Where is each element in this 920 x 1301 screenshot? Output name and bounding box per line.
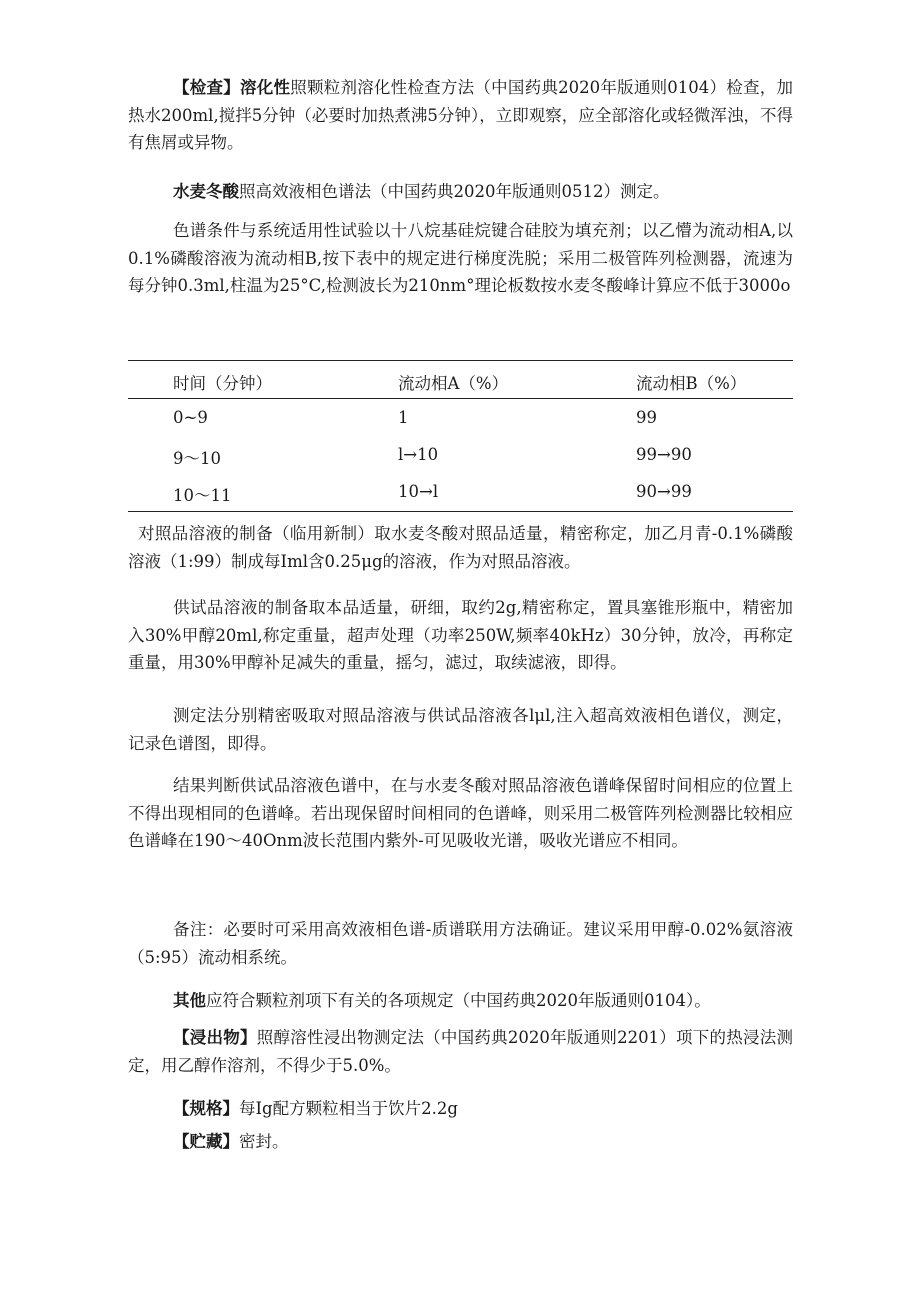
extract-paragraph — [128, 1024, 793, 1079]
other-text: 应符合颗粒剂项下有关的各项规定（中国药典2020年版通则0104）。 — [206, 991, 711, 1010]
table-bottom-rule — [128, 511, 793, 512]
shuimaidongsuan-label: 水麦冬酸 — [173, 182, 239, 201]
other-label: 其他 — [173, 991, 206, 1010]
table-cell-a: 10→l — [398, 482, 439, 501]
table-cell-b: 99 — [636, 408, 657, 427]
chromatography-paragraph: 色谱条件与系统适用性试验以十八烷基硅烷键合硅胶为填充剂；以乙懵为流动相A,以0.1%磷酸溶液为流动相B,按下表中的规定进行梯度洗脱；采用二极管阵列检测器，流速为每分钟0.3ml,柱温为25°C,检测波长为210nm°理论板数按水麦冬酸峰计算应不低于3000o — [128, 221, 793, 295]
table-header-time: 时间（分钟） — [173, 374, 272, 393]
test-solution-paragraph: 供试品溶液的制备取本品适量，研细，取约2g,精密称定，置具塞锥形瓶中，精密加入30%甲醇20ml,称定重量，超声处理（功率250W,频率40kHz）30分钟，放冷，再称定重量，用30%甲醇补足减失的重量，摇匀，滤过，取续滤液，即得。 — [128, 598, 793, 672]
storage-label: 【贮藏】 — [173, 1132, 239, 1151]
specification-label: 【规格】 — [173, 1099, 239, 1118]
solubility-label: 溶化性 — [239, 78, 291, 97]
table-cell-time: 9～10 — [173, 449, 221, 468]
note-paragraph: 备注：必要时可采用高效液相色谱-质谱联用方法确证。建议采用甲醇-0.02%氨溶液（5:95）流动相系统。 — [128, 920, 793, 967]
table-cell-b: 90→99 — [636, 482, 692, 501]
other-paragraph — [128, 987, 793, 1015]
shuimaidongsuan-paragraph — [128, 178, 793, 206]
table-header-mobile-phase-a: 流动相A（%） — [398, 374, 509, 393]
specification-paragraph — [128, 1095, 793, 1123]
table-cell-time: 10～11 — [173, 486, 232, 505]
reference-solution-paragraph: 对照品溶液的制备（临用新制）取水麦冬酸对照品适量，精密称定，加乙月青-0.1%磷酸溶液（1:99）制成每Iml含0.25μg的溶液，作为对照品溶液。 — [128, 524, 793, 571]
shuimaidongsuan-text: 照高效液相色谱法（中国药典2020年版通则0512）测定。 — [239, 182, 670, 201]
table-header-mobile-phase-b: 流动相B（%） — [636, 374, 747, 393]
storage-paragraph — [128, 1128, 793, 1156]
inspection-heading: 【检查】 — [173, 78, 240, 97]
table-cell-a: 1 — [398, 408, 409, 427]
table-cell-time: 0~9 — [173, 408, 208, 427]
extract-text: 照醇溶性浸出物测定法（中国药典2020年版通则2201）项下的热浸法测定，用乙醇作溶剂，不得少于5.0%。 — [128, 1028, 794, 1075]
table-top-rule — [128, 360, 793, 361]
table-cell-b: 99→90 — [636, 445, 692, 464]
judgement-paragraph: 结果判断供试品溶液色谱中，在与水麦冬酸对照品溶液色谱峰保留时间相应的位置上不得出现相同的色谱峰。若出现保留时间相同的色谱峰，则采用二极管阵列检测器比较相应色谱峰在190～40Onm波长范围内紫外-可见吸收光谱，吸收光谱应不相同。 — [128, 776, 793, 850]
assay-paragraph: 测定法分别精密吸取对照品溶液与供试品溶液各lμl,注入超高效液相色谱仪，测定，记录色谱图，即得。 — [128, 706, 793, 753]
solubility-text: 照颗粒剂溶化性检查方法（中国药典2020年版通则0104）检查，加热水200ml,搅拌5分钟（必要时加热煮沸5分钟），立即观察，应全部溶化或轻微浑浊，不得有焦屑或异物。 — [128, 78, 794, 152]
storage-text: 密封。 — [239, 1132, 289, 1151]
solubility-paragraph — [128, 74, 793, 157]
specification-text: 每Ig配方颗粒相当于饮片2.2g — [239, 1099, 458, 1118]
extract-label: 【浸出物】 — [173, 1028, 257, 1047]
table-header-rule — [128, 398, 793, 399]
table-cell-a: l→10 — [398, 445, 439, 464]
